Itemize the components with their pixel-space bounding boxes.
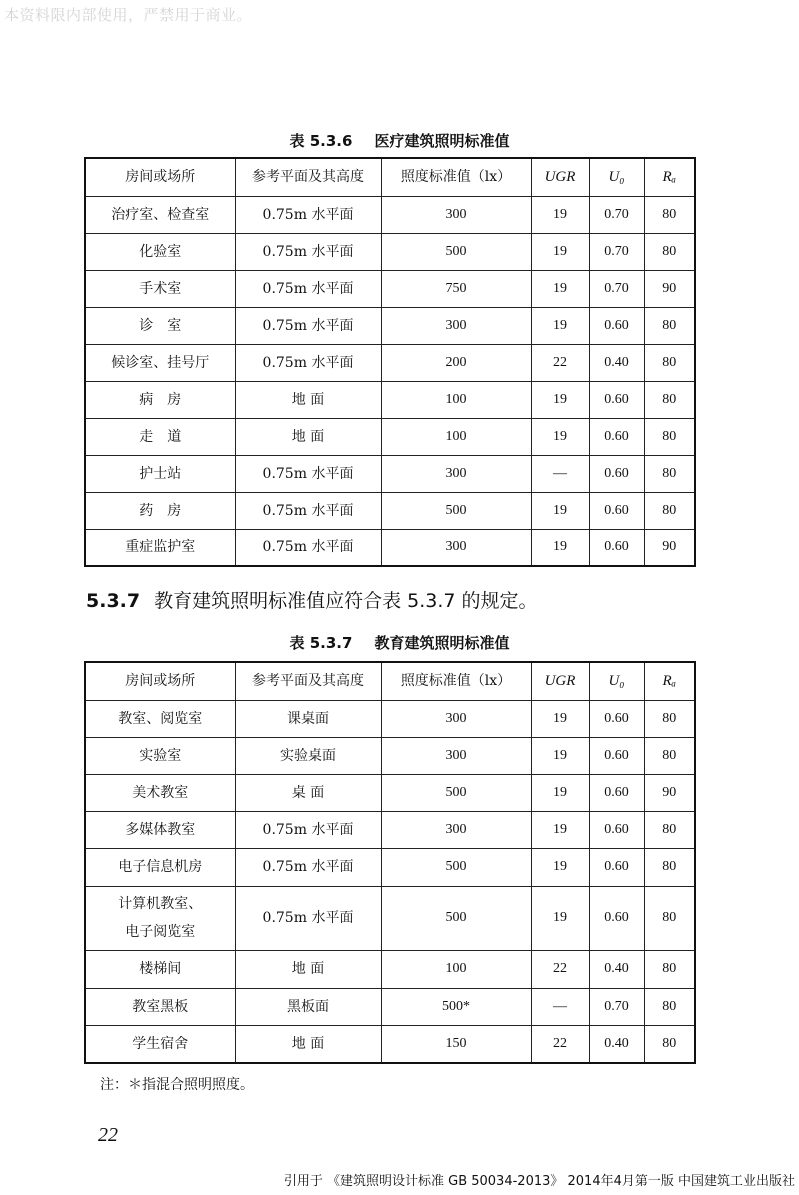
table-cell: 100	[381, 950, 531, 988]
table-cell: 0.70	[589, 196, 644, 233]
table-cell: 地 面	[235, 1025, 381, 1063]
table-header-row	[85, 662, 695, 700]
table-cell: 19	[531, 774, 589, 811]
table-cell: 地 面	[235, 418, 381, 455]
table-cell: 0.60	[589, 307, 644, 344]
table-cell: 0.75m 水平面	[235, 196, 381, 233]
header-cell: 参考平面及其高度	[235, 158, 381, 196]
table-cell: 80	[644, 492, 695, 529]
table-row	[85, 988, 695, 1025]
table-cell: 诊 室	[85, 307, 235, 344]
table-cell: 0.75m 水平面	[235, 344, 381, 381]
table-cell: 100	[381, 381, 531, 418]
table-cell: 300	[381, 811, 531, 848]
table-cell: 走 道	[85, 418, 235, 455]
table-cell: 19	[531, 811, 589, 848]
table-cell: 重症监护室	[85, 529, 235, 566]
table-cell: 0.60	[589, 492, 644, 529]
table-cell: 0.75m 水平面	[235, 270, 381, 307]
table-cell: 80	[644, 848, 695, 886]
table-cell: 500	[381, 492, 531, 529]
table-cell: 300	[381, 196, 531, 233]
table-cell: 80	[644, 1025, 695, 1063]
table-cell: 19	[531, 886, 589, 950]
table-cell: 19	[531, 196, 589, 233]
table-cell: 80	[644, 455, 695, 492]
table-cell: 0.70	[589, 233, 644, 270]
table-cell: 0.60	[589, 774, 644, 811]
table-cell: 80	[644, 811, 695, 848]
table-5-3-7-caption	[0, 632, 799, 653]
table-cell: 80	[644, 950, 695, 988]
citation-footer: 引用于 《建筑照明设计标准 GB 50034-2013》 2014年4月第一版 中国建筑工业出版社	[283, 1174, 795, 1189]
table-cell: 90	[644, 529, 695, 566]
table-cell: 楼梯间	[85, 950, 235, 988]
header-cell: U₀	[589, 158, 644, 196]
table-cell: 90	[644, 270, 695, 307]
header-cell: 照度标准值（lx）	[381, 158, 531, 196]
table-cell: —	[531, 455, 589, 492]
table-cell: 0.60	[589, 886, 644, 950]
table-row	[85, 492, 695, 529]
table-cell: 22	[531, 1025, 589, 1063]
table-row	[85, 737, 695, 774]
table-cell: 300	[381, 307, 531, 344]
table-row	[85, 886, 695, 950]
table-row	[85, 344, 695, 381]
table-cell: 300	[381, 737, 531, 774]
table-note: 注：＊指混合照明照度。	[100, 1077, 254, 1093]
table-cell: 化验室	[85, 233, 235, 270]
table-cell: 80	[644, 381, 695, 418]
caption-title: 医疗建筑照明标准值	[374, 132, 510, 150]
table-cell: 0.60	[589, 700, 644, 737]
table-cell: 0.75m 水平面	[235, 233, 381, 270]
table-cell: 19	[531, 737, 589, 774]
table-row	[85, 307, 695, 344]
table-cell: 80	[644, 344, 695, 381]
table-cell: 0.75m 水平面	[235, 848, 381, 886]
table-cell: 实验桌面	[235, 737, 381, 774]
header-cell: 房间或场所	[85, 158, 235, 196]
table-row	[85, 455, 695, 492]
table-cell: 80	[644, 418, 695, 455]
table-education-lighting	[84, 661, 696, 1064]
table-row	[85, 196, 695, 233]
table-cell: 90	[644, 774, 695, 811]
header-cell: U₀	[589, 662, 644, 700]
table-row	[85, 233, 695, 270]
table-cell: 500*	[381, 988, 531, 1025]
header-cell: 房间或场所	[85, 662, 235, 700]
header-cell: Rₐ	[644, 662, 695, 700]
table-cell: 0.40	[589, 950, 644, 988]
table-cell: 药 房	[85, 492, 235, 529]
table-cell: 课桌面	[235, 700, 381, 737]
table-cell: 80	[644, 196, 695, 233]
table-cell: 19	[531, 492, 589, 529]
table-cell: 0.60	[589, 418, 644, 455]
table-cell: 80	[644, 988, 695, 1025]
table-cell: 750	[381, 270, 531, 307]
table-cell: 0.40	[589, 1025, 644, 1063]
table-cell: 0.70	[589, 988, 644, 1025]
table-row	[85, 811, 695, 848]
table-row	[85, 848, 695, 886]
table-cell: 0.75m 水平面	[235, 307, 381, 344]
table-cell: 手术室	[85, 270, 235, 307]
table-cell: 19	[531, 700, 589, 737]
table-cell: 0.75m 水平面	[235, 529, 381, 566]
table-cell: 80	[644, 700, 695, 737]
table-row	[85, 529, 695, 566]
table-cell: 200	[381, 344, 531, 381]
table-cell: —	[531, 988, 589, 1025]
table-cell: 80	[644, 233, 695, 270]
table-row	[85, 774, 695, 811]
clause-text: 教育建筑照明标准值应符合表 5.3.7 的规定。	[154, 590, 538, 612]
table-cell: 计算机教室、 电子阅览室	[85, 886, 235, 950]
table-cell: 300	[381, 529, 531, 566]
header-cell: UGR	[531, 662, 589, 700]
table-cell: 治疗室、检查室	[85, 196, 235, 233]
header-cell: Rₐ	[644, 158, 695, 196]
table-row	[85, 950, 695, 988]
table-cell: 500	[381, 886, 531, 950]
table-cell: 500	[381, 848, 531, 886]
table-cell: 多媒体教室	[85, 811, 235, 848]
table-cell: 地 面	[235, 950, 381, 988]
table-row	[85, 381, 695, 418]
table-cell: 0.75m 水平面	[235, 886, 381, 950]
table-cell: 500	[381, 774, 531, 811]
table-cell: 22	[531, 950, 589, 988]
table-cell: 0.60	[589, 529, 644, 566]
table-cell: 病 房	[85, 381, 235, 418]
table-cell: 0.75m 水平面	[235, 455, 381, 492]
table-cell: 候诊室、挂号厅	[85, 344, 235, 381]
table-5-3-6-caption	[0, 130, 799, 151]
table-cell: 0.60	[589, 811, 644, 848]
table-cell: 80	[644, 737, 695, 774]
table-cell: 19	[531, 848, 589, 886]
table-cell: 100	[381, 418, 531, 455]
caption-number: 表 5.3.6	[289, 132, 353, 150]
table-cell: 19	[531, 270, 589, 307]
table-medical-lighting	[84, 157, 696, 567]
table-cell: 实验室	[85, 737, 235, 774]
table-cell: 教室、阅览室	[85, 700, 235, 737]
table-cell: 地 面	[235, 381, 381, 418]
table-cell: 19	[531, 233, 589, 270]
table-cell: 0.70	[589, 270, 644, 307]
table-cell: 19	[531, 529, 589, 566]
page-number: 22	[98, 1124, 118, 1146]
caption-number: 表 5.3.7	[289, 634, 353, 652]
table-cell: 500	[381, 233, 531, 270]
clause-number: 5.3.7	[86, 590, 141, 612]
table-cell: 22	[531, 344, 589, 381]
table-cell: 19	[531, 381, 589, 418]
table-cell: 0.60	[589, 737, 644, 774]
table-cell: 0.60	[589, 381, 644, 418]
table-cell: 桌 面	[235, 774, 381, 811]
table-cell: 护士站	[85, 455, 235, 492]
table-cell: 教室黑板	[85, 988, 235, 1025]
table-header-row	[85, 158, 695, 196]
caption-title: 教育建筑照明标准值	[374, 634, 510, 652]
table-cell: 19	[531, 307, 589, 344]
clause-5-3-7	[86, 586, 538, 613]
table-cell: 19	[531, 418, 589, 455]
table-cell: 150	[381, 1025, 531, 1063]
table-row	[85, 270, 695, 307]
header-cell: UGR	[531, 158, 589, 196]
table-cell: 0.40	[589, 344, 644, 381]
table-cell: 学生宿舍	[85, 1025, 235, 1063]
header-cell: 参考平面及其高度	[235, 662, 381, 700]
table-row	[85, 700, 695, 737]
table-cell: 80	[644, 307, 695, 344]
table-cell: 0.75m 水平面	[235, 492, 381, 529]
table-cell: 0.60	[589, 848, 644, 886]
table-cell: 黑板面	[235, 988, 381, 1025]
table-cell: 80	[644, 886, 695, 950]
header-cell: 照度标准值（lx）	[381, 662, 531, 700]
table-cell: 0.75m 水平面	[235, 811, 381, 848]
table-cell: 美术教室	[85, 774, 235, 811]
table-row	[85, 1025, 695, 1063]
watermark: 本资料限内部使用，严禁用于商业。	[4, 6, 253, 24]
table-cell: 0.60	[589, 455, 644, 492]
table-cell: 300	[381, 455, 531, 492]
table-cell: 300	[381, 700, 531, 737]
table-row	[85, 418, 695, 455]
table-cell: 电子信息机房	[85, 848, 235, 886]
